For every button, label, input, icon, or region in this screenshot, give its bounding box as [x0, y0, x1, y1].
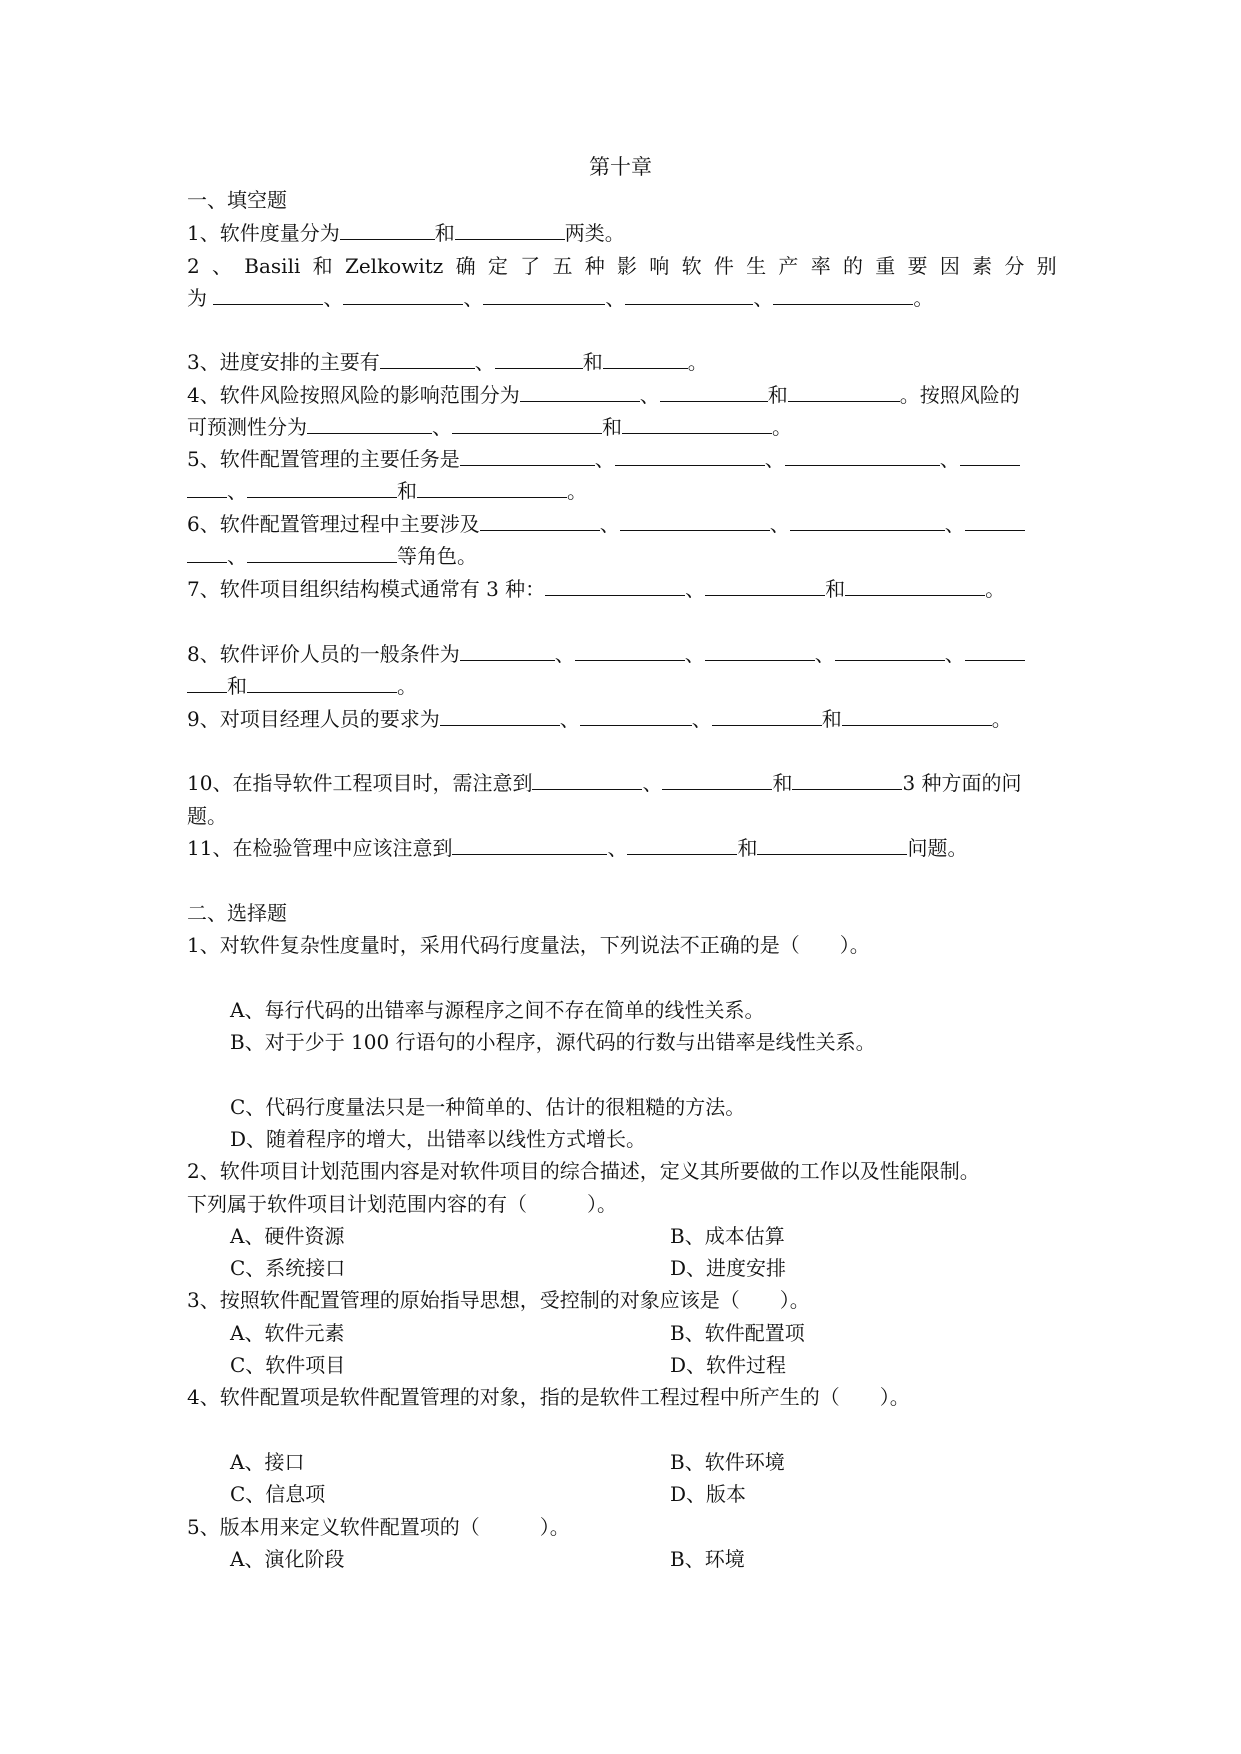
fill-q11: 11、在检验管理中应该注意到 、 和 问题。	[187, 836, 968, 860]
answer-blank[interactable]	[705, 576, 825, 596]
choice-q2-option-d[interactable]: D、进度安排	[670, 1256, 787, 1280]
fill-q8-line2: 和 。	[187, 672, 1057, 700]
answer-blank[interactable]	[340, 220, 435, 240]
choice-q4-option-a[interactable]: A、接口	[230, 1450, 305, 1474]
fill-q10-line2: 题。	[187, 804, 227, 828]
answer-blank[interactable]	[520, 382, 640, 402]
choice-q5-stem: 5、版本用来定义软件配置项的（ ）。	[187, 1515, 570, 1539]
answer-blank[interactable]	[455, 220, 565, 240]
choice-q1-stem: 1、对软件复杂性度量时，采用代码行度量法，下列说法不正确的是（ ）。	[187, 933, 870, 957]
answer-blank[interactable]	[965, 641, 1025, 661]
fill-q5-line1: 5、软件配置管理的主要任务是 、 、 、	[187, 445, 1057, 473]
section2-heading: 二、选择题	[187, 901, 287, 925]
answer-blank[interactable]	[452, 414, 602, 434]
answer-blank[interactable]	[790, 511, 945, 531]
choice-q2-option-c[interactable]: C、系统接口	[230, 1256, 346, 1280]
fill-q7: 7、软件项目组织结构模式通常有 3 种： 、 和 。	[187, 577, 1006, 601]
choice-q5-option-b[interactable]: B、环境	[670, 1547, 745, 1571]
answer-blank[interactable]	[495, 349, 583, 369]
answer-blank[interactable]	[187, 673, 227, 693]
answer-blank[interactable]	[785, 446, 940, 466]
fill-q4-line2: 可预测性分为 、 和 。	[187, 415, 792, 439]
answer-blank[interactable]	[788, 382, 900, 402]
answer-blank[interactable]	[452, 835, 607, 855]
choice-q3-option-d[interactable]: D、软件过程	[670, 1353, 787, 1377]
fill-q8-line1: 8、软件评价人员的一般条件为 、 、 、 、	[187, 640, 1057, 668]
chapter-title: 第十章	[589, 155, 652, 179]
choice-q3-option-a[interactable]: A、软件元素	[230, 1321, 345, 1345]
fill-q6-line1: 6、软件配置管理过程中主要涉及 、 、 、	[187, 510, 1057, 538]
answer-blank[interactable]	[460, 641, 555, 661]
choice-q2-option-b[interactable]: B、成本估算	[670, 1224, 785, 1248]
answer-blank[interactable]	[343, 285, 463, 305]
answer-blank[interactable]	[615, 446, 765, 466]
answer-blank[interactable]	[247, 673, 397, 693]
fill-q9: 9、对项目经理人员的要求为 、 、 和 。	[187, 707, 1012, 731]
answer-blank[interactable]	[625, 285, 753, 305]
fill-q10-line1: 10、在指导软件工程项目时，需注意到 、 和 3 种方面的问	[187, 771, 1022, 795]
answer-blank[interactable]	[580, 706, 692, 726]
answer-blank[interactable]	[773, 285, 913, 305]
choice-q3-option-b[interactable]: B、软件配置项	[670, 1321, 805, 1345]
answer-blank[interactable]	[483, 285, 605, 305]
fill-q2-line2: 为 、 、 、 、 。	[187, 286, 934, 310]
answer-blank[interactable]	[460, 446, 595, 466]
answer-blank[interactable]	[440, 706, 560, 726]
answer-blank[interactable]	[480, 511, 600, 531]
answer-blank[interactable]	[792, 770, 902, 790]
choice-q1-option-b[interactable]: B、对于少于 100 行语句的小程序，源代码的行数与出错率是线性关系。	[230, 1030, 876, 1054]
choice-q4-option-d[interactable]: D、版本	[670, 1482, 747, 1506]
answer-blank[interactable]	[247, 543, 397, 563]
answer-blank[interactable]	[965, 511, 1025, 531]
choice-q4-stem: 4、软件配置项是软件配置管理的对象，指的是软件工程过程中所产生的（ ）。	[187, 1385, 910, 1409]
answer-blank[interactable]	[712, 706, 822, 726]
answer-blank[interactable]	[532, 770, 642, 790]
answer-blank[interactable]	[835, 641, 945, 661]
answer-blank[interactable]	[960, 446, 1020, 466]
answer-blank[interactable]	[842, 706, 992, 726]
choice-q1-option-a[interactable]: A、每行代码的出错率与源程序之间不存在简单的线性关系。	[230, 998, 765, 1022]
fill-q2-line1: 2 、 Basili 和 Zelkowitz 确 定 了 五 种 影 响 软 件 生 产 率 的 重 要 因 素 分 别	[187, 254, 1057, 278]
fill-q1: 1、软件度量分为 和 两类。	[187, 221, 625, 245]
answer-blank[interactable]	[620, 511, 770, 531]
choice-q2-option-a[interactable]: A、硬件资源	[230, 1224, 345, 1248]
answer-blank[interactable]	[213, 285, 323, 305]
choice-q3-option-c[interactable]: C、软件项目	[230, 1353, 346, 1377]
answer-blank[interactable]	[705, 641, 815, 661]
answer-blank[interactable]	[622, 414, 772, 434]
choice-q4-option-b[interactable]: B、软件环境	[670, 1450, 785, 1474]
choice-q5-option-a[interactable]: A、演化阶段	[230, 1547, 345, 1571]
fill-q4-line1: 4、软件风险按照风险的影响范围分为 、 和 。按照风险的	[187, 383, 1020, 407]
answer-blank[interactable]	[187, 478, 227, 498]
choice-q2-stem-line2: 下列属于软件项目计划范围内容的有（ ）。	[187, 1192, 617, 1216]
choice-q1-option-c[interactable]: C、代码行度量法只是一种简单的、估计的很粗糙的方法。	[230, 1095, 746, 1119]
fill-q6-line2: 、 等角色。	[187, 542, 1057, 570]
choice-q1-option-d[interactable]: D、随着程序的增大，出错率以线性方式增长。	[230, 1127, 647, 1151]
answer-blank[interactable]	[247, 478, 397, 498]
fill-q3: 3、进度安排的主要有 、 和 。	[187, 350, 708, 374]
answer-blank[interactable]	[660, 382, 768, 402]
answer-blank[interactable]	[187, 543, 227, 563]
answer-blank[interactable]	[575, 641, 685, 661]
fill-q5-line2: 、 和 。	[187, 477, 1057, 505]
answer-blank[interactable]	[380, 349, 475, 369]
choice-q4-option-c[interactable]: C、信息项	[230, 1482, 326, 1506]
choice-q2-stem-line1: 2、软件项目计划范围内容是对软件项目的综合描述，定义其所要做的工作以及性能限制。	[187, 1159, 980, 1183]
answer-blank[interactable]	[545, 576, 685, 596]
answer-blank[interactable]	[307, 414, 432, 434]
answer-blank[interactable]	[662, 770, 772, 790]
answer-blank[interactable]	[757, 835, 907, 855]
answer-blank[interactable]	[845, 576, 985, 596]
answer-blank[interactable]	[603, 349, 688, 369]
choice-q3-stem: 3、按照软件配置管理的原始指导思想，受控制的对象应该是（ ）。	[187, 1288, 810, 1312]
answer-blank[interactable]	[417, 478, 567, 498]
answer-blank[interactable]	[627, 835, 737, 855]
section1-heading: 一、填空题	[187, 188, 287, 212]
